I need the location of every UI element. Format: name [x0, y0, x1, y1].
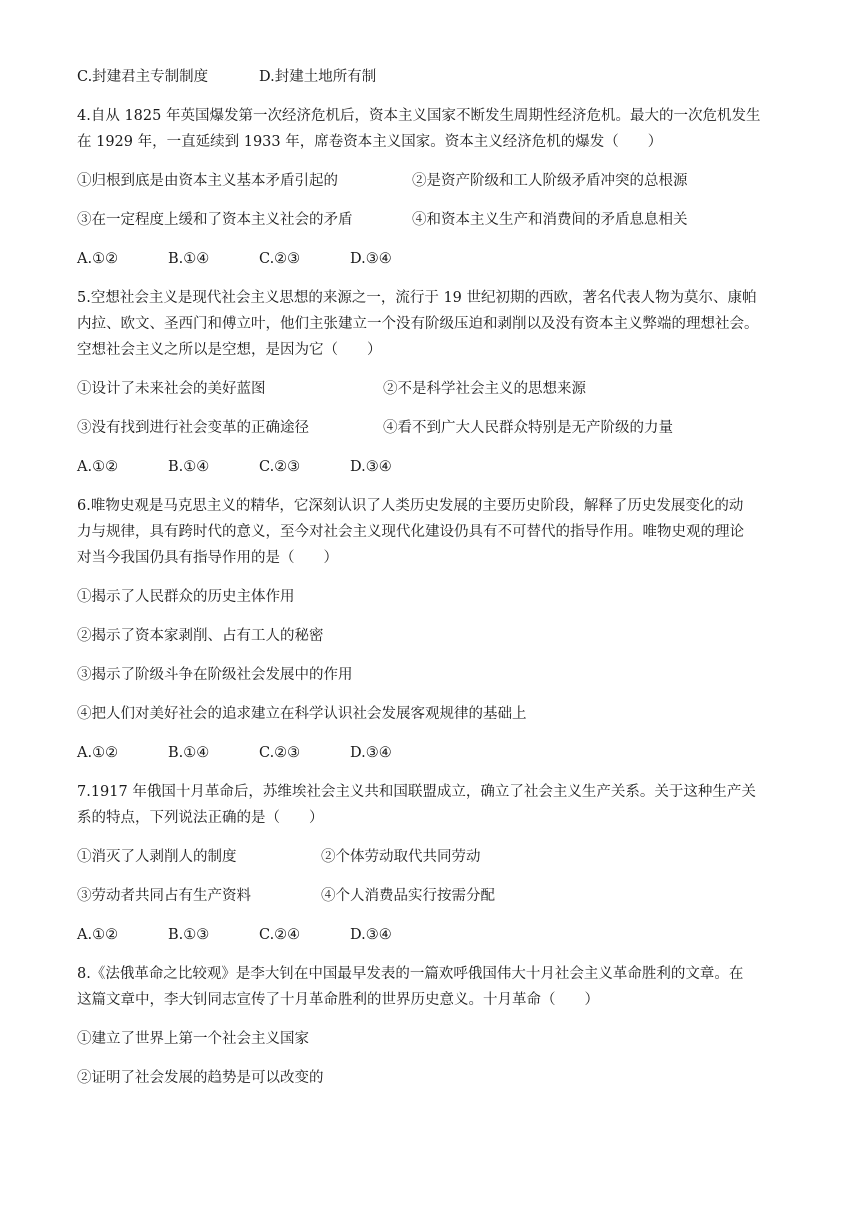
q3-option-c: C.封建君主专制制度 [77, 69, 209, 85]
q5-statement-3: ③没有找到进行社会变革的正确途径 [77, 420, 309, 436]
q3-options [77, 64, 787, 90]
q4-options [77, 246, 787, 272]
q4-statement-3: ③在一定程度上缓和了资本主义社会的矛盾 [77, 212, 353, 228]
q5-options [77, 454, 787, 480]
q6-option-d: D.③④ [350, 745, 392, 761]
q4-statements-row-2 [77, 207, 787, 233]
q8-stem-line-2: 这篇文章中，李大钊同志宣传了十月革命胜利的世界历史意义。十月革命（ ） [77, 992, 599, 1008]
q8-stem-line-1: 8.《法俄革命之比较观》是李大钊在中国最早发表的一篇欢呼俄国伟大十月社会主义革命胜利的文章。在 [77, 966, 744, 982]
q7-statement-1: ①消灭了人剥削人的制度 [77, 849, 237, 865]
q7-statement-4: ④个人消费品实行按需分配 [321, 888, 495, 904]
q6-statement-4: ④把人们对美好社会的追求建立在科学认识社会发展客观规律的基础上 [77, 706, 527, 722]
q6-option-a: A.①② [77, 745, 119, 761]
q4-statement-4: ④和资本主义生产和消费间的矛盾息息相关 [412, 212, 688, 228]
q6-stem-line-3: 对当今我国仍具有指导作用的是（ ） [77, 550, 338, 566]
q5-statement-2: ②不是科学社会主义的思想来源 [383, 381, 586, 397]
q6-option-b: B.①④ [168, 745, 210, 761]
q6-statement-3: ③揭示了阶级斗争在阶级社会发展中的作用 [77, 667, 353, 683]
q4-statement-2: ②是资产阶级和工人阶级矛盾冲突的总根源 [412, 173, 688, 189]
q8-statement-1: ①建立了世界上第一个社会主义国家 [77, 1031, 309, 1047]
q4-stem-line-1: 4.自从 1825 年英国爆发第一次经济危机后，资本主义国家不断发生周期性经济危机。最大的一次危机发生 [77, 108, 761, 124]
q6-statement-1: ①揭示了人民群众的历史主体作用 [77, 589, 295, 605]
exam-page [77, 64, 787, 1091]
q5-statements-row-1 [77, 376, 787, 402]
q4-option-a: A.①② [77, 251, 119, 267]
q7-option-c: C.②④ [259, 927, 301, 943]
q4-statements-row-1 [77, 168, 787, 194]
q7-option-d: D.③④ [350, 927, 392, 943]
q7-statement-2: ②个体劳动取代共同劳动 [321, 849, 481, 865]
q6-option-c: C.②③ [259, 745, 301, 761]
q7-option-a: A.①② [77, 927, 119, 943]
q5-option-d: D.③④ [350, 459, 392, 475]
q5-option-c: C.②③ [259, 459, 301, 475]
q5-stem-line-1: 5.空想社会主义是现代社会主义思想的来源之一，流行于 19 世纪初期的西欧，著名代表人物为莫尔、康帕 [77, 290, 757, 306]
q3-option-d: D.封建土地所有制 [259, 69, 377, 85]
q7-option-b: B.①③ [168, 927, 210, 943]
q5-stem-line-2: 内拉、欧文、圣西门和傅立叶，他们主张建立一个没有阶级压迫和剥削以及没有资本主义弊端的理想社会。 [77, 316, 759, 332]
q4-statement-1: ①归根到底是由资本主义基本矛盾引起的 [77, 173, 338, 189]
q4-option-c: C.②③ [259, 251, 301, 267]
q7-statement-3: ③劳动者共同占有生产资料 [77, 888, 251, 904]
q7-statements-row-2 [77, 883, 787, 909]
q5-statement-1: ①设计了未来社会的美好蓝图 [77, 381, 266, 397]
q4-option-d: D.③④ [350, 251, 392, 267]
q6-statement-2: ②揭示了资本家剥削、占有工人的秘密 [77, 628, 324, 644]
q7-stem-line-1: 7.1917 年俄国十月革命后，苏维埃社会主义共和国联盟成立，确立了社会主义生产关系。关于这种生产关 [77, 784, 756, 800]
q8-statement-2: ②证明了社会发展的趋势是可以改变的 [77, 1070, 324, 1086]
q5-option-a: A.①② [77, 459, 119, 475]
q6-options [77, 740, 787, 766]
q7-statements-row-1 [77, 844, 787, 870]
q5-statement-4: ④看不到广大人民群众特别是无产阶级的力量 [383, 420, 673, 436]
q5-statements-row-2 [77, 415, 787, 441]
q4-option-b: B.①④ [168, 251, 210, 267]
q7-stem-line-2: 系的特点，下列说法正确的是（ ） [77, 810, 324, 826]
q5-stem-line-3: 空想社会主义之所以是空想，是因为它（ ） [77, 342, 382, 358]
q6-stem-line-1: 6.唯物史观是马克思主义的精华，它深刻认识了人类历史发展的主要历史阶段，解释了历史发展变化的动 [77, 498, 744, 514]
q4-stem-line-2: 在 1929 年，一直延续到 1933 年，席卷资本主义国家。资本主义经济危机的爆发（ ） [77, 134, 663, 150]
q5-option-b: B.①④ [168, 459, 210, 475]
q6-stem-line-2: 力与规律，具有跨时代的意义，至今对社会主义现代化建设仍具有不可替代的指导作用。唯物史观的理论 [77, 524, 744, 540]
q7-options [77, 922, 787, 948]
